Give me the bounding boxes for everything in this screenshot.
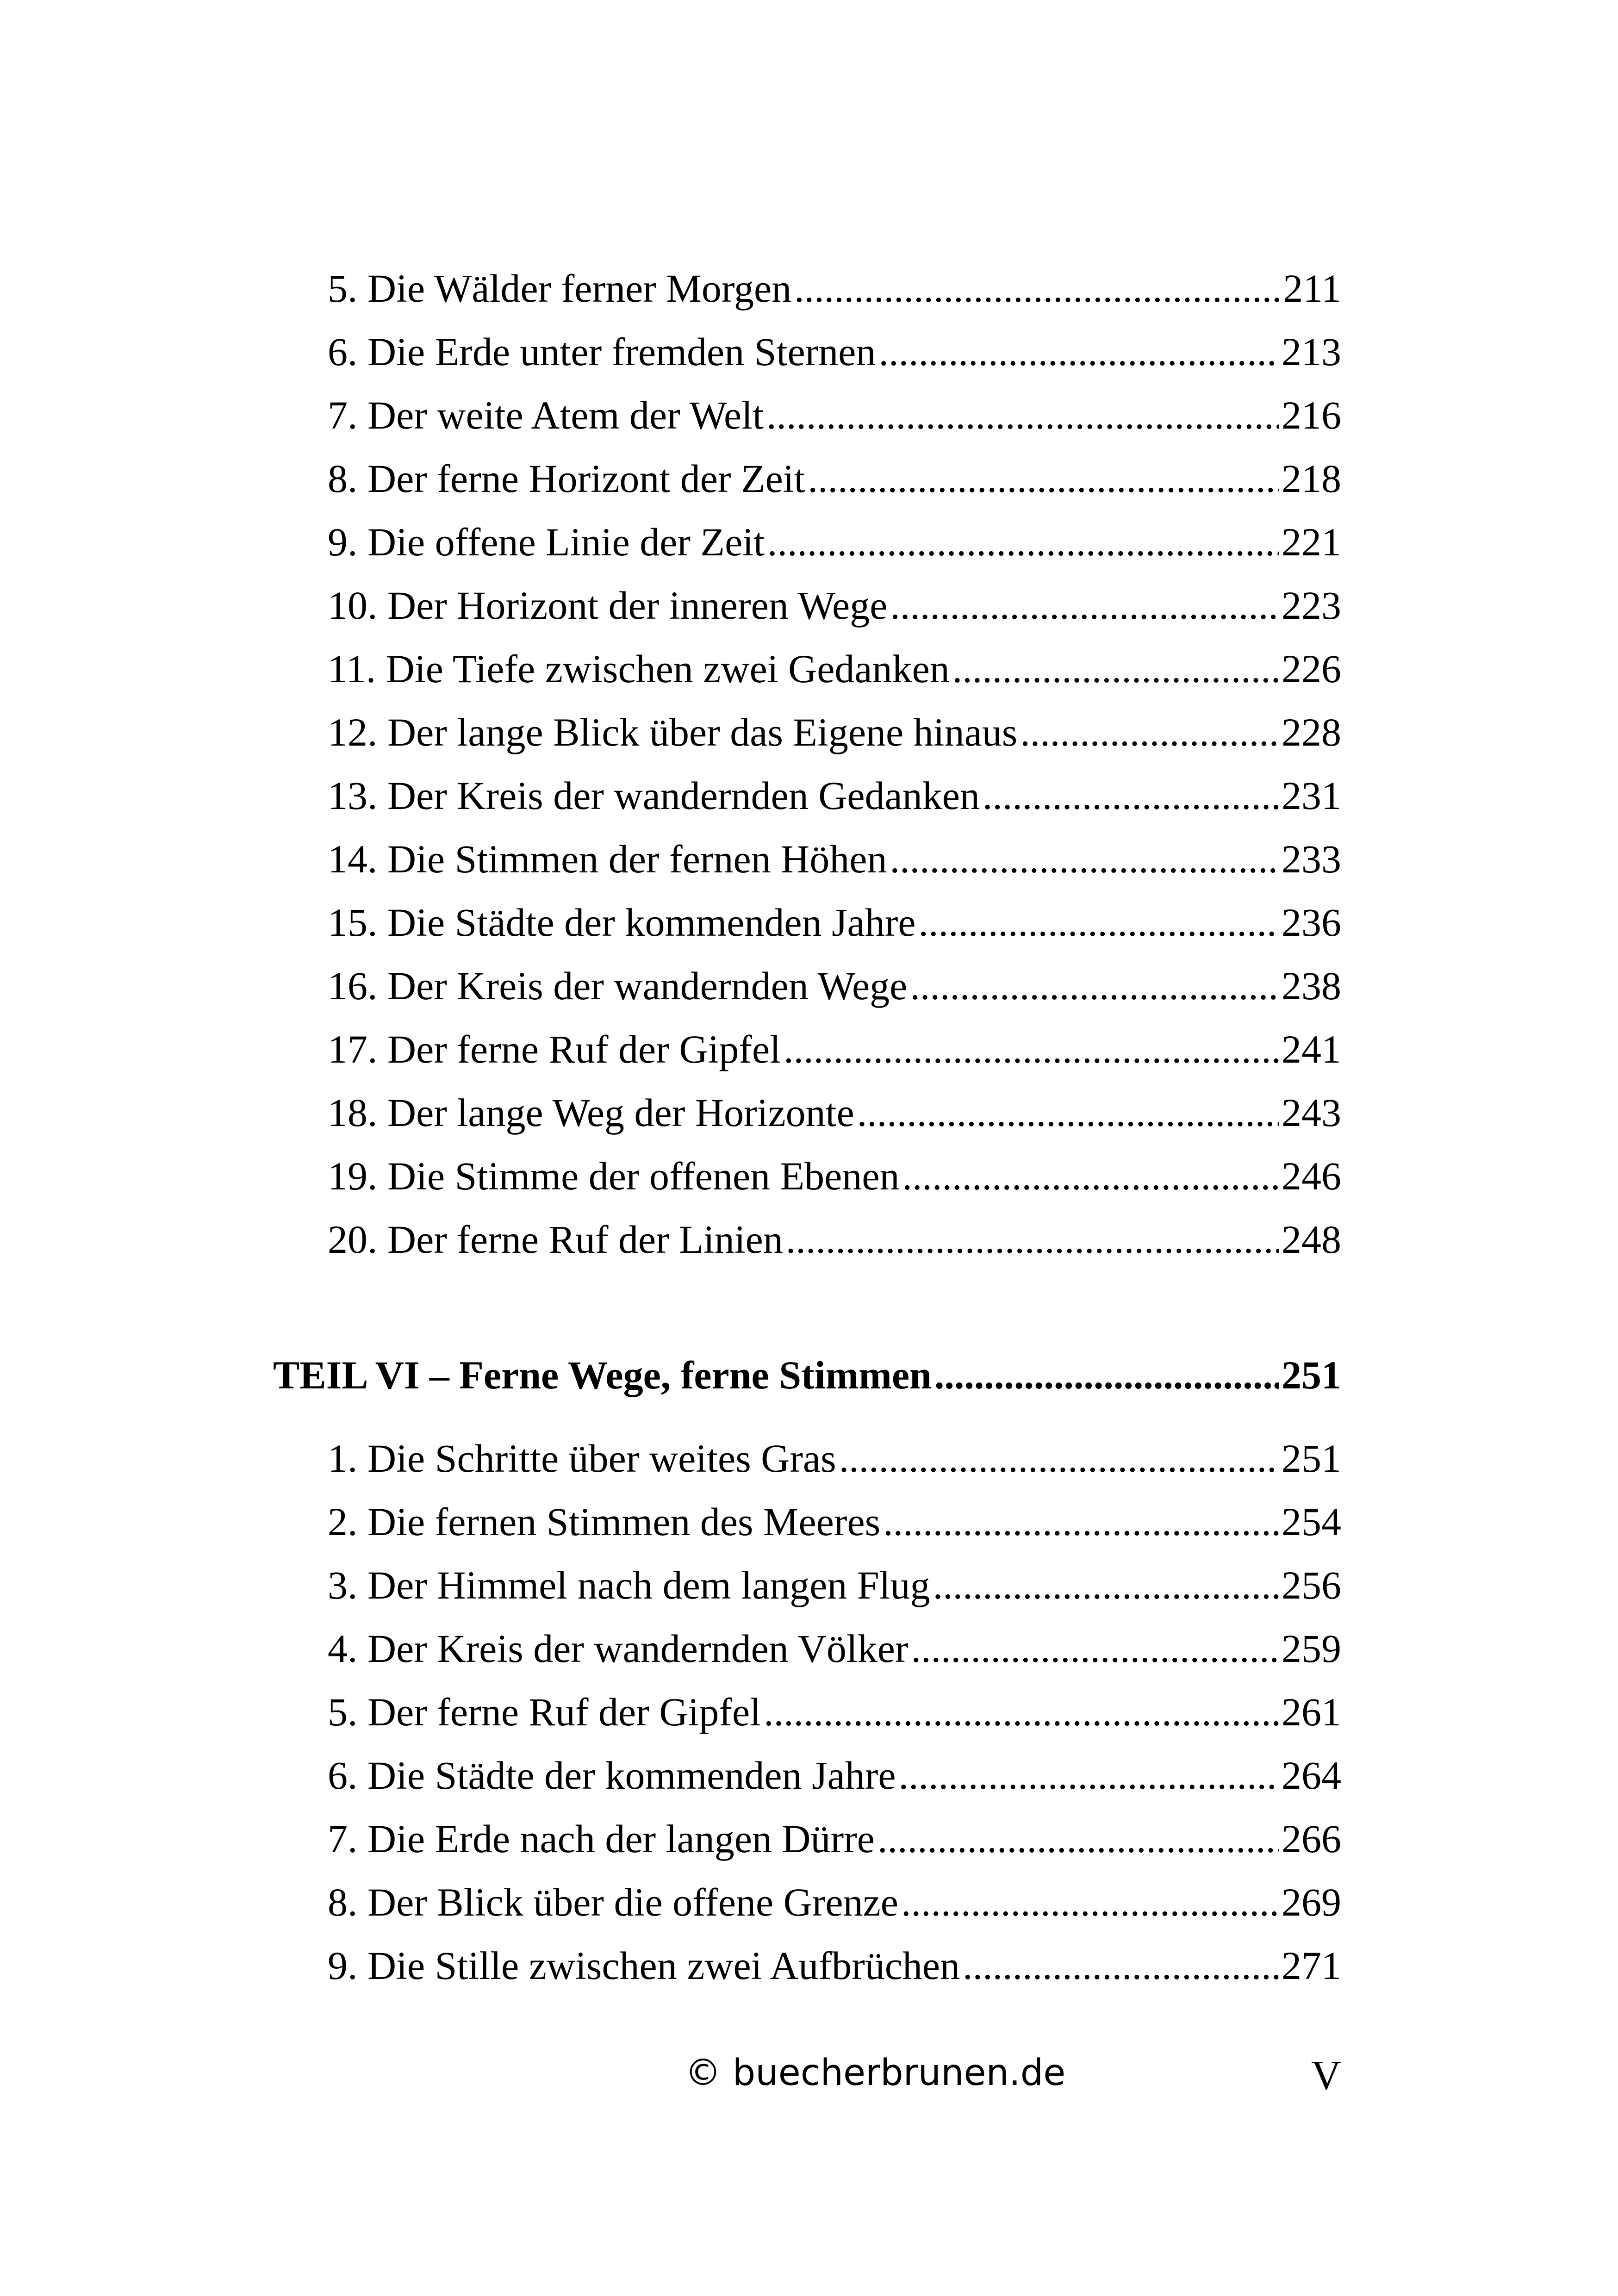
footer-copyright: © buecherbrunen.de	[685, 2052, 1066, 2094]
toc-part-title: TEIL VI – Ferne Wege, ferne Stimmen	[273, 1353, 932, 1397]
toc-part-page: 251	[1282, 1353, 1341, 1397]
toc-leader-dots	[1020, 712, 1279, 752]
toc-entry-title: 9. Die offene Linie der Zeit	[328, 520, 765, 564]
toc-entry-title: 19. Die Stimme der offenen Ebenen	[328, 1154, 900, 1198]
toc-entry-title: 2. Die fernen Stimmen des Meeres	[328, 1500, 881, 1544]
toc-leader-dots	[934, 1355, 1279, 1395]
toc-entry-page: 271	[1282, 1943, 1341, 1988]
toc-leader-dots	[786, 1220, 1279, 1259]
toc-leader-dots	[910, 966, 1279, 1006]
toc-leader-dots	[902, 1156, 1279, 1196]
toc-leader-dots	[952, 649, 1279, 689]
toc-entry	[328, 1626, 1341, 1671]
toc-leader-dots	[766, 395, 1279, 435]
toc-leader-dots	[963, 1946, 1279, 1985]
toc-entry-title: 1. Die Schritte über weites Gras	[328, 1436, 836, 1481]
toc-entry	[328, 966, 1341, 1006]
toc-entry-page: 256	[1282, 1563, 1341, 1607]
toc-entry	[328, 522, 1341, 562]
toc-leader-dots	[899, 1755, 1279, 1795]
toc-entry-title: 18. Der lange Weg der Horizonte	[328, 1090, 854, 1135]
toc-entry-page: 233	[1282, 837, 1341, 881]
toc-leader-dots	[767, 522, 1279, 562]
toc-entry-title: 13. Der Kreis der wandernden Gedanken	[328, 773, 980, 818]
toc-entry-title: 16. Der Kreis der wandernden Wege	[328, 964, 908, 1008]
toc-entry	[328, 1692, 1341, 1732]
toc-entry-page: 218	[1282, 456, 1341, 501]
toc-leader-dots	[890, 585, 1279, 625]
toc-leader-dots	[808, 459, 1279, 498]
toc-leader-dots	[901, 1882, 1279, 1922]
toc-leader-dots	[933, 1565, 1279, 1605]
toc-entry-page: 241	[1282, 1027, 1341, 1071]
toc-entry-page: 248	[1282, 1217, 1341, 1262]
toc-entry-title: 8. Der ferne Horizont der Zeit	[328, 456, 805, 501]
toc-entry-title: 5. Der ferne Ruf der Gipfel	[328, 1690, 761, 1734]
toc-entry-page: 226	[1282, 647, 1341, 691]
toc-entry-page: 261	[1282, 1690, 1341, 1734]
toc-entry	[328, 1943, 1341, 1988]
toc-entry-page: 266	[1282, 1817, 1341, 1861]
toc-entry-title: 6. Die Städte der kommenden Jahre	[328, 1753, 896, 1798]
toc-entry-title: 12. Der lange Blick über das Eigene hinaus	[328, 710, 1018, 754]
toc-entry-title: 20. Der ferne Ruf der Linien	[328, 1217, 783, 1262]
toc-entry-title: 7. Die Erde nach der langen Dürre	[328, 1817, 875, 1861]
toc-entry-page: 251	[1282, 1436, 1341, 1481]
toc-entry	[328, 1565, 1341, 1605]
toc-leader-dots	[983, 776, 1279, 815]
toc-entry	[328, 1029, 1341, 1069]
toc-leader-dots	[794, 268, 1280, 308]
toc-leader-dots	[857, 1093, 1279, 1132]
toc-leader-dots	[890, 839, 1279, 879]
toc-entry-page: 231	[1282, 773, 1341, 818]
toc-leader-dots	[839, 1438, 1279, 1478]
toc-entry-title: 8. Der Blick über die offene Grenze	[328, 1880, 898, 1924]
toc-entry	[328, 1217, 1341, 1262]
toc-entry-page: 246	[1282, 1154, 1341, 1198]
toc-entry-page: 259	[1282, 1626, 1341, 1671]
toc-leader-dots	[764, 1692, 1279, 1732]
toc-entry-title: 14. Die Stimmen der fernen Höhen	[328, 837, 887, 881]
toc-entry-title: 3. Der Himmel nach dem langen Flug	[328, 1563, 930, 1607]
toc-entry-page: 243	[1282, 1090, 1341, 1135]
toc-entry	[328, 1882, 1341, 1922]
toc-leader-dots	[919, 902, 1279, 942]
toc-entry-page: 228	[1282, 710, 1341, 754]
toc-entry-title: 9. Die Stille zwischen zwei Aufbrüchen	[328, 1943, 960, 1988]
toc-entry-page: 264	[1282, 1753, 1341, 1798]
toc-entry	[328, 1090, 1341, 1135]
toc-entry	[328, 583, 1341, 628]
toc-entry	[328, 1436, 1341, 1481]
toc-entry	[328, 332, 1341, 372]
toc-entry	[328, 266, 1341, 311]
toc-entry-title: 10. Der Horizont der inneren Wege	[328, 583, 888, 628]
toc-entry-page: 254	[1282, 1500, 1341, 1544]
toc-entry	[328, 1502, 1341, 1542]
toc-leader-dots	[784, 1029, 1279, 1069]
toc-entry	[328, 649, 1341, 689]
toc-leader-dots	[878, 332, 1279, 372]
toc-entry-title: 7. Der weite Atem der Welt	[328, 393, 764, 437]
toc-entry-page: 213	[1282, 330, 1341, 374]
toc-entry	[328, 712, 1341, 752]
toc-entry	[328, 1156, 1341, 1196]
toc-entry	[328, 1819, 1341, 1859]
toc-entry-title: 11. Die Tiefe zwischen zwei Gedanken	[328, 647, 950, 691]
toc-entry-page: 223	[1282, 583, 1341, 628]
toc-entry-title: 6. Die Erde unter fremden Sternen	[328, 330, 876, 374]
toc-entry-page: 211	[1283, 266, 1341, 311]
toc-entry-title: 15. Die Städte der kommenden Jahre	[328, 900, 916, 945]
toc-entry	[328, 456, 1341, 501]
toc-entry-page: 238	[1282, 964, 1341, 1008]
toc-entry-title: 17. Der ferne Ruf der Gipfel	[328, 1027, 781, 1071]
toc-entry-title: 4. Der Kreis der wandernden Völker	[328, 1626, 909, 1671]
toc-entry-title: 5. Die Wälder ferner Morgen	[328, 266, 792, 311]
toc-entry-page: 269	[1282, 1880, 1341, 1924]
toc-entry	[328, 1753, 1341, 1798]
toc-leader-dots	[911, 1629, 1279, 1668]
toc-entry	[328, 773, 1341, 818]
toc-entry-page: 236	[1282, 900, 1341, 945]
toc-part-heading	[273, 1355, 1341, 1395]
footer-page-number: V	[1311, 2053, 1341, 2098]
toc-entry-page: 216	[1282, 393, 1341, 437]
toc-leader-dots	[883, 1502, 1279, 1542]
toc-entry-page: 221	[1282, 520, 1341, 564]
toc-entry	[328, 839, 1341, 879]
toc-entry	[328, 900, 1341, 945]
toc-leader-dots	[877, 1819, 1279, 1859]
toc-entry	[328, 395, 1341, 435]
